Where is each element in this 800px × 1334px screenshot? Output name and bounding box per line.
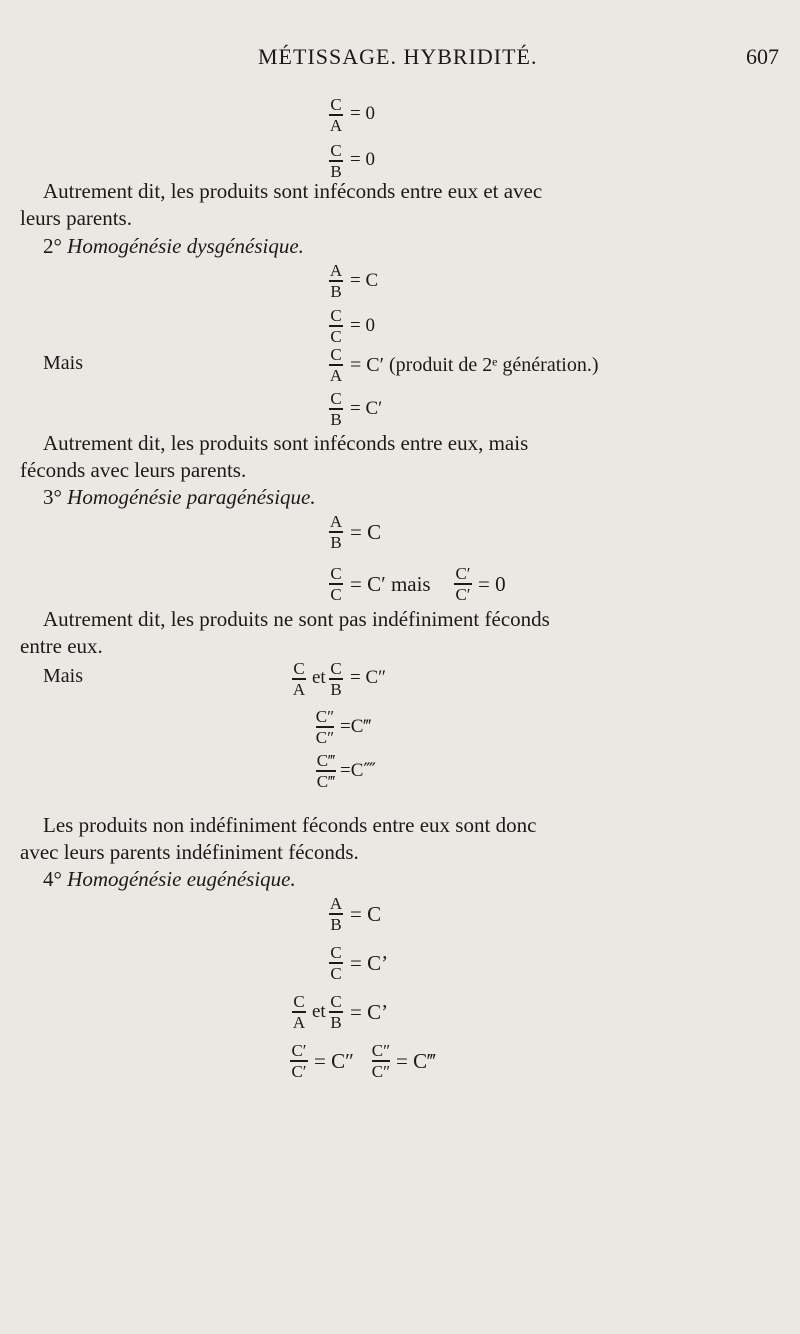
fraction-c-over-c: C C [330,564,342,604]
equation-rhs: = 0 [350,315,375,336]
fraction-c-second: C″ C″ [371,1041,391,1081]
fraction-a-over-b: A B [329,261,343,301]
equation-rhs: =C⁗ [340,760,376,781]
paragraph-line: Les produits non indéfiniment féconds entre eux sont donc [43,813,537,837]
equation-rhs: = 0 [478,572,506,596]
header-title: MÉTISSAGE. HYBRIDITÉ. [258,44,538,69]
fraction-c-over-a: C A [329,95,343,135]
section-heading-4: 4° Homogénésie eugénésique. [43,867,296,891]
mais-label: Mais [43,665,83,687]
fraction-c-second: C″ C″ [315,707,335,747]
running-header [0,44,800,74]
paragraph-line: leurs parents. [20,206,132,230]
section-heading-2: 2° Homogénésie dysgénésique. [43,234,304,258]
equation-rhs: = C‴ [396,1049,436,1073]
equation-rhs: = 0 [350,103,375,124]
paragraph-line: Autrement dit, les produits sont inféconds entre eux, mais [43,431,529,455]
page-number: 607 [746,44,779,69]
fraction-c-over-a: C A [329,345,343,385]
conjunction-et: et [312,667,326,688]
fraction-c-over-a: C A [292,992,306,1032]
equation-rhs: = C’ [350,951,389,975]
mais-label: Mais [43,352,83,374]
fraction-a-over-b: A B [329,512,343,552]
paragraph-line: Autrement dit, les produits ne sont pas indéfiniment féconds [43,607,550,631]
fraction-c-third: C‴ C‴ [316,751,336,791]
paragraph-line: avec leurs parents indéfiniment féconds. [20,840,359,864]
fraction-c-over-c: C C [330,306,342,346]
paragraph-line: entre eux. [20,634,103,658]
equation-rhs: = C [350,520,382,544]
paragraph-line: Autrement dit, les produits sont inféconds entre eux et avec [43,179,543,203]
fraction-a-over-b: A B [329,894,343,934]
equation-rhs: = C′ mais [350,572,431,596]
equation-rhs: = C″ [350,667,387,688]
fraction-c-prime-over-c-prime: C′ C′ [455,564,471,604]
fraction-c-prime-over-c-prime: C′ C′ [291,1041,307,1081]
equation-rhs: = C′ (produit de 2ᵉ génération.) [350,354,599,376]
conjunction-et: et [312,1001,326,1022]
equation-rhs: = C′ [350,398,383,419]
fraction-c-over-a: C A [292,659,306,699]
equation-rhs: = 0 [350,149,375,170]
fraction-c-over-b: C B [330,992,342,1032]
equation-rhs: = C [350,270,379,291]
fraction-c-over-b: C B [330,389,342,429]
fraction-c-over-b: C B [330,141,342,181]
equation-rhs: =C‴ [340,716,372,737]
equation-rhs: = C [350,902,382,926]
equation-rhs: = C″ [314,1049,354,1073]
section-heading-3: 3° Homogénésie paragénésique. [43,485,316,509]
fraction-c-over-c: C C [330,943,342,983]
fraction-c-over-b: C B [330,659,342,699]
equation-rhs: = C’ [350,1000,389,1024]
paragraph-line: féconds avec leurs parents. [20,458,247,482]
